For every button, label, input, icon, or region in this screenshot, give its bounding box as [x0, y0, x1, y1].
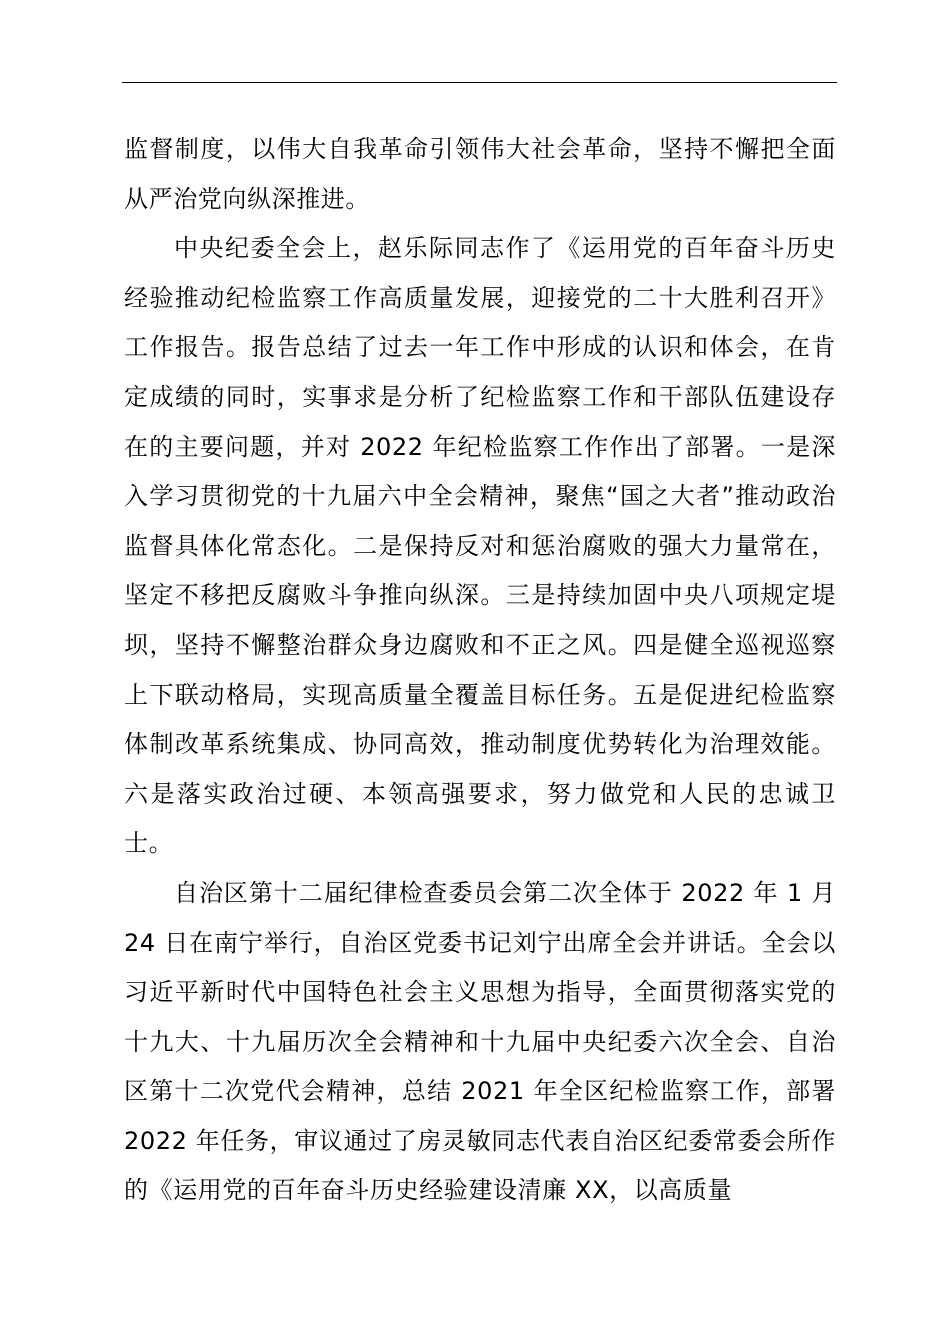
paragraph-3: 自治区第十二届纪律检查委员会第二次全体于 2022 年 1 月 24 日在南宁举行，自治区党委书记刘宁出席全会并讲话。全会以习近平新时代中国特色社会主义思想为指导，全面贯彻落实党的十九大、十九届历次全会精神和十九届中央纪委六次全会、自治区第十二次党代会精神，总结 2021 年全区纪检监察工作，部署 2022 年任务，审议通过了房灵敏同志代表自治区纪委常委会所作的《运用党的百年奋斗历史经验建设清廉 XX，以高质量 — [124, 878, 836, 1205]
document-body — [124, 125, 836, 1216]
paragraph-1: 监督制度，以伟大自我革命引领伟大社会革命，坚持不懈把全面从严治党向纵深推进。 — [124, 135, 836, 213]
paragraph-2: 中央纪委全会上，赵乐际同志作了《运用党的百年奋斗历史经验推动纪检监察工作高质量发展，迎接党的二十大胜利召开》工作报告。报告总结了过去一年工作中形成的认识和体会，在肯定成绩的同时，实事求是分析了纪检监察工作和干部队伍建设存在的主要问题，并对 2022 年纪检监察工作作出了部署。一是深入学习贯彻党的十九届六中全会精神，聚焦“国之大者”推动政治监督具体化常态化。二是保持反对和惩治腐败的强大力量常在，坚定不移把反腐败斗争推向纵深。三是持续加固中央八项规定堤坝，坚持不懈整治群众身边腐败和不正之风。四是健全巡视巡察上下联动格局，实现高质量全覆盖目标任务。五是促进纪检监察体制改革系统集成、协同高效，推动制度优势转化为治理效能。六是落实政治过硬、本领高强要求，努力做党和人民的忠诚卫士。 — [124, 234, 836, 858]
header-rule — [122, 82, 837, 83]
